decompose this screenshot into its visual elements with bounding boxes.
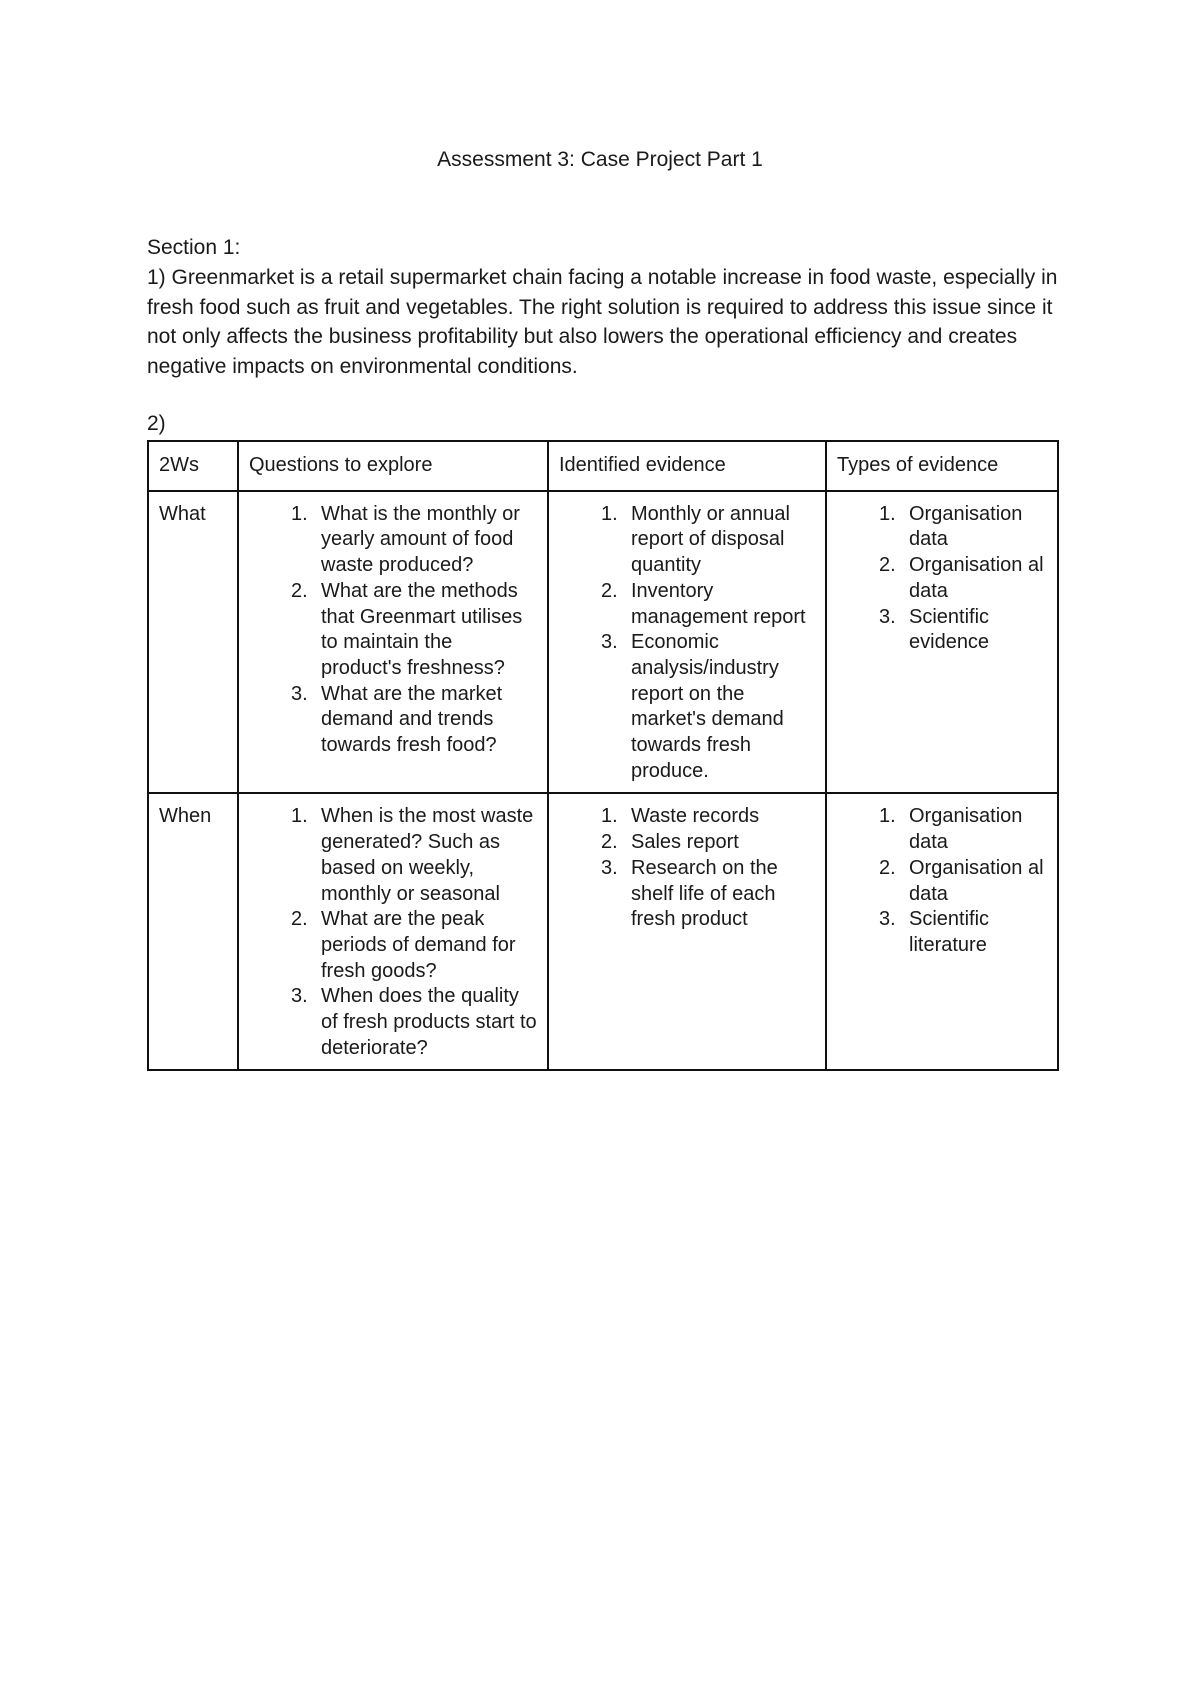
item-text: Economic analysis/industry report on the market's demand towards fresh produce.: [631, 631, 784, 782]
list-item: [837, 907, 1047, 958]
item-number: 3.: [291, 682, 308, 705]
item-text: Research on the shelf life of each fresh product: [631, 856, 778, 931]
item-text: Inventory management report: [631, 579, 806, 628]
list-item: [249, 804, 537, 907]
header-identified-evidence: Identified evidence: [548, 441, 826, 491]
list-item: [559, 856, 815, 933]
list-item: [559, 579, 815, 630]
item-text: Scientific literature: [909, 908, 990, 956]
questions-list: [249, 804, 537, 1061]
table-row: [148, 491, 1058, 794]
item-number: 2.: [291, 908, 308, 931]
evidence-list: [559, 804, 815, 933]
item-text: When is the most waste generated? Such as based on weekly, monthly or seasonal: [321, 805, 534, 905]
list-item: [559, 630, 815, 784]
list-item: [249, 682, 537, 759]
list-item: [837, 856, 1047, 907]
item-number: 2.: [601, 831, 618, 854]
item-text: Sales report: [631, 831, 739, 854]
item-text: Monthly or annual report of disposal quantity: [631, 502, 790, 577]
list-item: [249, 907, 537, 984]
list-item: [837, 553, 1047, 604]
item-text: Waste records: [631, 805, 760, 828]
list-item: [837, 605, 1047, 656]
item-text: What is the monthly or yearly amount of food waste produced?: [321, 502, 520, 577]
item-number: 1.: [601, 805, 618, 828]
item-number: 1.: [879, 805, 896, 828]
table-header-row: [148, 441, 1058, 491]
list-item: [249, 502, 537, 579]
item-text: Organisation data: [909, 502, 1023, 551]
item-number: 3.: [879, 908, 896, 931]
item-text: Organisation data: [909, 805, 1023, 854]
item-number: 1.: [601, 502, 618, 525]
evidence-cell: [548, 793, 826, 1070]
item-number: 3.: [879, 605, 896, 628]
list-item: [559, 830, 815, 856]
section-heading: Section 1:: [147, 236, 241, 259]
list-item: [559, 502, 815, 579]
evidence-list: [559, 502, 815, 785]
item-text: What are the methods that Greenmart utilises to maintain the product's freshness?: [321, 579, 523, 679]
item-text: What are the peak periods of demand for fresh goods?: [321, 908, 516, 982]
item-number: 2.: [879, 856, 896, 879]
list-item: [249, 579, 537, 682]
item-number: 3.: [601, 856, 618, 879]
item-number: 1.: [879, 502, 896, 525]
questions-list: [249, 502, 537, 759]
document-title: Assessment 3: Case Project Part 1: [437, 148, 763, 171]
item-text: What are the market demand and trends towards fresh food?: [321, 682, 503, 757]
evidence-cell: [548, 491, 826, 794]
types-list: [837, 804, 1047, 958]
evidence-table: [147, 440, 1059, 1071]
types-list: [837, 502, 1047, 656]
questions-cell: [238, 793, 548, 1070]
header-questions: Questions to explore: [238, 441, 548, 491]
item-text: Organisation al data: [909, 856, 1044, 905]
row-label-cell: When: [148, 793, 238, 1070]
item-number: 2.: [879, 554, 896, 577]
item-number: 1.: [291, 805, 308, 828]
item-text: Organisation al data: [909, 554, 1044, 602]
item-text: Scientific evidence: [909, 605, 990, 654]
list-item: [249, 984, 537, 1061]
item-text: When does the quality of fresh products start to deteriorate?: [321, 985, 537, 1059]
types-cell: [826, 491, 1058, 794]
item-number: 2.: [291, 579, 308, 602]
header-types-of-evidence: Types of evidence: [826, 441, 1058, 491]
item-number: 3.: [291, 985, 308, 1008]
item-number: 3.: [601, 631, 618, 654]
table-row: [148, 793, 1058, 1070]
row-label-cell: What: [148, 491, 238, 794]
types-cell: [826, 793, 1058, 1070]
header-2ws: 2Ws: [148, 441, 238, 491]
item-number: 1.: [291, 502, 308, 525]
intro-paragraph: 1) Greenmarket is a retail supermarket chain facing a notable increase in food waste, especially in fresh food such as fruit and vegetables. The right solution is required to address this issue since it not only affects the business profitability but also lowers the operational efficiency and creates negative impacts on environmental conditions.: [147, 266, 1058, 378]
list-item: [837, 804, 1047, 855]
item-number: 2.: [601, 579, 618, 602]
list-item: [559, 804, 815, 830]
questions-cell: [238, 491, 548, 794]
list-item: [837, 502, 1047, 553]
part-label: 2): [147, 412, 166, 435]
